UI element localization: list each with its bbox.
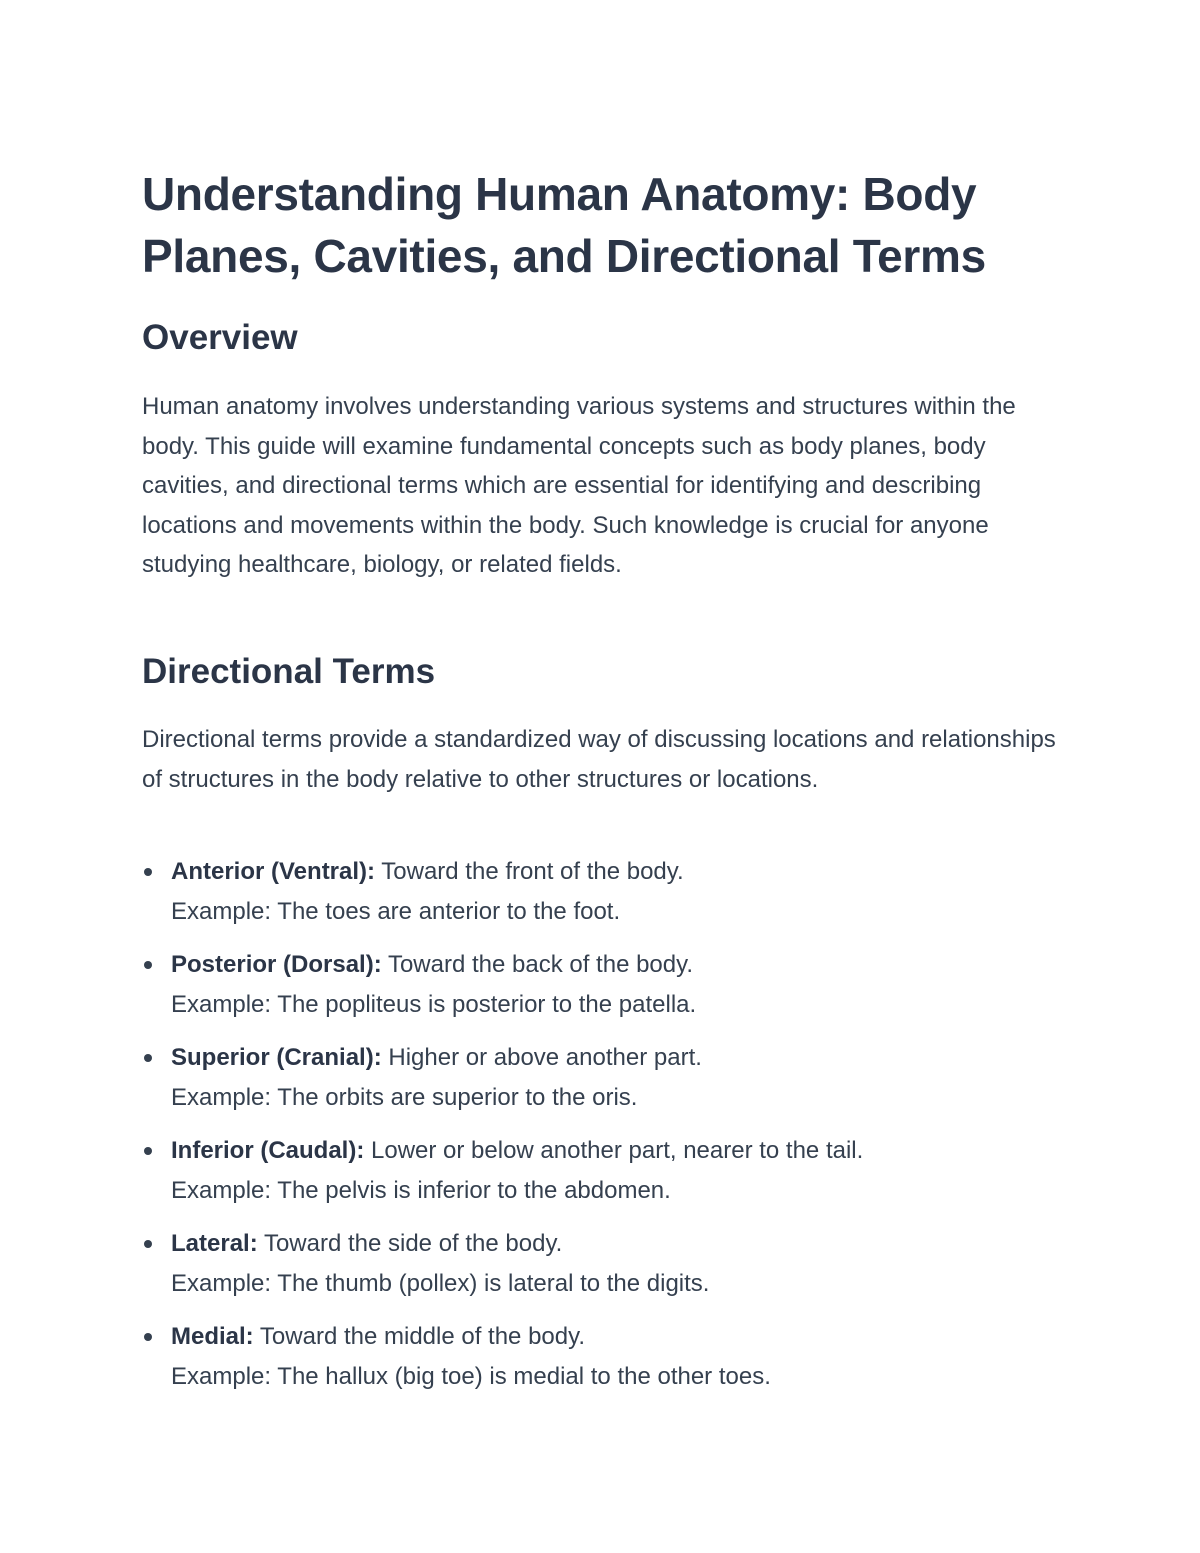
list-item <box>142 1224 1042 1317</box>
term-example: Example: The thumb (pollex) is lateral to the digits. <box>171 1269 710 1297</box>
term-name: Inferior (Caudal): <box>171 1137 365 1164</box>
list-item <box>142 1131 1042 1224</box>
term-example: Example: The popliteus is posterior to the patella. <box>171 990 697 1018</box>
term-example: Example: The toes are anterior to the foot. <box>171 897 621 925</box>
term-definition: Higher or above another part. <box>388 1044 702 1071</box>
term-name: Superior (Cranial): <box>171 1044 382 1071</box>
term-line <box>171 1317 1042 1357</box>
overview-paragraph: Human anatomy involves understanding various systems and structures within the body. This guide will examine fundamental concepts such as body planes, body cavities, and directional terms which are essential for identifying and describing locations and movements within the body. Such knowledge is crucial for anyone studying healthcare, biology, or related fields. <box>142 393 1016 578</box>
list-item <box>142 852 1042 945</box>
term-line <box>171 1224 1042 1264</box>
directional-terms-intro: Directional terms provide a standardized way of discussing locations and relationships of structures in the body relative to other structures or locations. <box>142 726 1056 793</box>
bullet-icon <box>144 961 152 969</box>
term-example: Example: The hallux (big toe) is medial to the other toes. <box>171 1362 771 1390</box>
term-definition: Toward the back of the body. <box>387 951 694 978</box>
term-definition: Toward the middle of the body. <box>259 1323 585 1350</box>
term-definition: Lower or below another part, nearer to the tail. <box>371 1137 864 1164</box>
bullet-icon <box>144 1240 152 1248</box>
bullet-icon <box>144 868 152 876</box>
list-item <box>142 1038 1042 1131</box>
term-name: Lateral: <box>171 1230 258 1257</box>
overview-heading: Overview <box>142 318 298 357</box>
list-item <box>142 945 1042 1038</box>
term-line <box>171 945 1042 985</box>
term-line <box>171 1038 1042 1078</box>
bullet-icon <box>144 1333 152 1341</box>
directional-terms-list <box>142 852 1042 1410</box>
term-line <box>171 1131 1042 1171</box>
term-name: Anterior (Ventral): <box>171 858 376 885</box>
bullet-icon <box>144 1147 152 1155</box>
term-name: Posterior (Dorsal): <box>171 951 382 978</box>
term-example: Example: The orbits are superior to the oris. <box>171 1083 638 1111</box>
term-name: Medial: <box>171 1323 254 1350</box>
list-item <box>142 1317 1042 1410</box>
term-definition: Toward the side of the body. <box>263 1230 563 1257</box>
term-example: Example: The pelvis is inferior to the abdomen. <box>171 1176 671 1204</box>
bullet-icon <box>144 1054 152 1062</box>
term-definition: Toward the front of the body. <box>381 858 684 885</box>
term-line <box>171 852 1042 892</box>
directional-terms-heading: Directional Terms <box>142 652 436 691</box>
page-title: Understanding Human Anatomy: Body Planes, Cavities, and Directional Terms <box>142 168 986 282</box>
